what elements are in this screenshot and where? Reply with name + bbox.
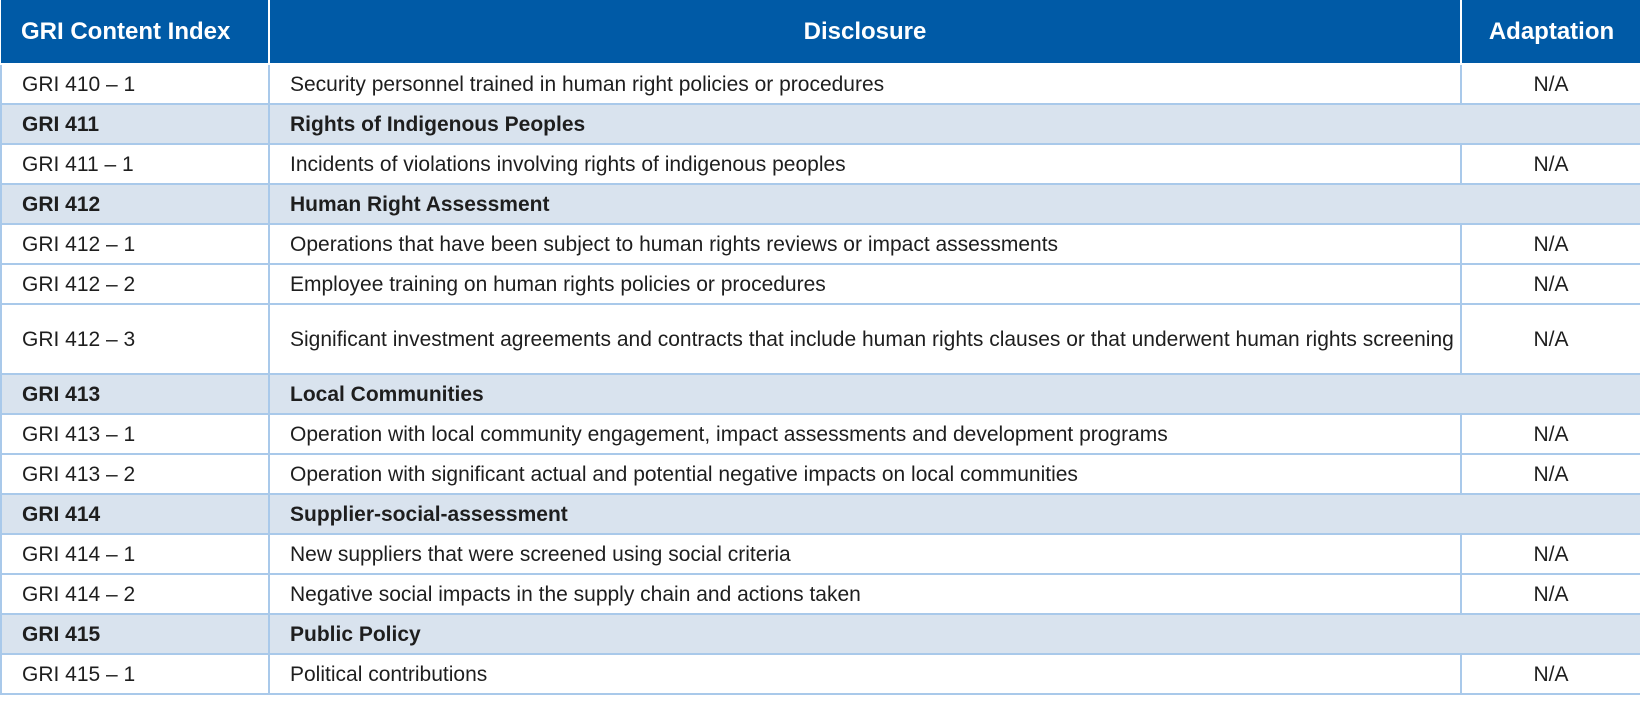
row-adaptation: N/A xyxy=(1461,454,1640,494)
table-row xyxy=(1,304,1640,374)
section-title: Human Right Assessment xyxy=(269,184,1640,224)
header-gri-content-index: GRI Content Index xyxy=(1,0,269,64)
table-row xyxy=(1,574,1640,614)
row-disclosure: Operation with local community engagement, impact assessments and development programs xyxy=(269,414,1461,454)
section-row xyxy=(1,104,1640,144)
section-code: GRI 413 xyxy=(1,374,269,414)
row-code: GRI 412 – 1 xyxy=(1,224,269,264)
row-code: GRI 410 – 1 xyxy=(1,64,269,104)
section-row xyxy=(1,184,1640,224)
section-code: GRI 411 xyxy=(1,104,269,144)
row-disclosure: Employee training on human rights policies or procedures xyxy=(269,264,1461,304)
row-disclosure: Security personnel trained in human right policies or procedures xyxy=(269,64,1461,104)
table-row xyxy=(1,414,1640,454)
row-disclosure: Incidents of violations involving rights of indigenous peoples xyxy=(269,144,1461,184)
row-adaptation: N/A xyxy=(1461,414,1640,454)
table-row xyxy=(1,264,1640,304)
section-row xyxy=(1,374,1640,414)
section-code: GRI 412 xyxy=(1,184,269,224)
row-code: GRI 415 – 1 xyxy=(1,654,269,694)
table-header xyxy=(1,0,1640,64)
row-code: GRI 412 – 2 xyxy=(1,264,269,304)
row-code: GRI 411 – 1 xyxy=(1,144,269,184)
section-title: Local Communities xyxy=(269,374,1640,414)
header-disclosure: Disclosure xyxy=(269,0,1461,64)
row-code: GRI 414 – 1 xyxy=(1,534,269,574)
row-disclosure: Operations that have been subject to human rights reviews or impact assessments xyxy=(269,224,1461,264)
row-adaptation: N/A xyxy=(1461,304,1640,374)
table-row xyxy=(1,534,1640,574)
header-row xyxy=(1,0,1640,64)
row-disclosure: Significant investment agreements and contracts that include human rights clauses or that underwent human rights screening xyxy=(269,304,1461,374)
row-adaptation: N/A xyxy=(1461,654,1640,694)
row-adaptation: N/A xyxy=(1461,574,1640,614)
section-code: GRI 415 xyxy=(1,614,269,654)
section-code: GRI 414 xyxy=(1,494,269,534)
row-adaptation: N/A xyxy=(1461,64,1640,104)
table-body xyxy=(1,64,1640,694)
row-disclosure: Political contributions xyxy=(269,654,1461,694)
row-adaptation: N/A xyxy=(1461,144,1640,184)
table-row xyxy=(1,454,1640,494)
table-row xyxy=(1,144,1640,184)
row-adaptation: N/A xyxy=(1461,534,1640,574)
row-code: GRI 413 – 1 xyxy=(1,414,269,454)
table-row xyxy=(1,64,1640,104)
row-adaptation: N/A xyxy=(1461,224,1640,264)
section-title: Rights of Indigenous Peoples xyxy=(269,104,1640,144)
row-disclosure: New suppliers that were screened using social criteria xyxy=(269,534,1461,574)
row-code: GRI 412 – 3 xyxy=(1,304,269,374)
row-disclosure: Negative social impacts in the supply chain and actions taken xyxy=(269,574,1461,614)
row-disclosure: Operation with significant actual and potential negative impacts on local communities xyxy=(269,454,1461,494)
row-code: GRI 413 – 2 xyxy=(1,454,269,494)
section-title: Public Policy xyxy=(269,614,1640,654)
section-row xyxy=(1,614,1640,654)
row-adaptation: N/A xyxy=(1461,264,1640,304)
section-row xyxy=(1,494,1640,534)
row-code: GRI 414 – 2 xyxy=(1,574,269,614)
section-title: Supplier-social-assessment xyxy=(269,494,1640,534)
header-adaptation: Adaptation xyxy=(1461,0,1640,64)
table-row xyxy=(1,224,1640,264)
table-row xyxy=(1,654,1640,694)
